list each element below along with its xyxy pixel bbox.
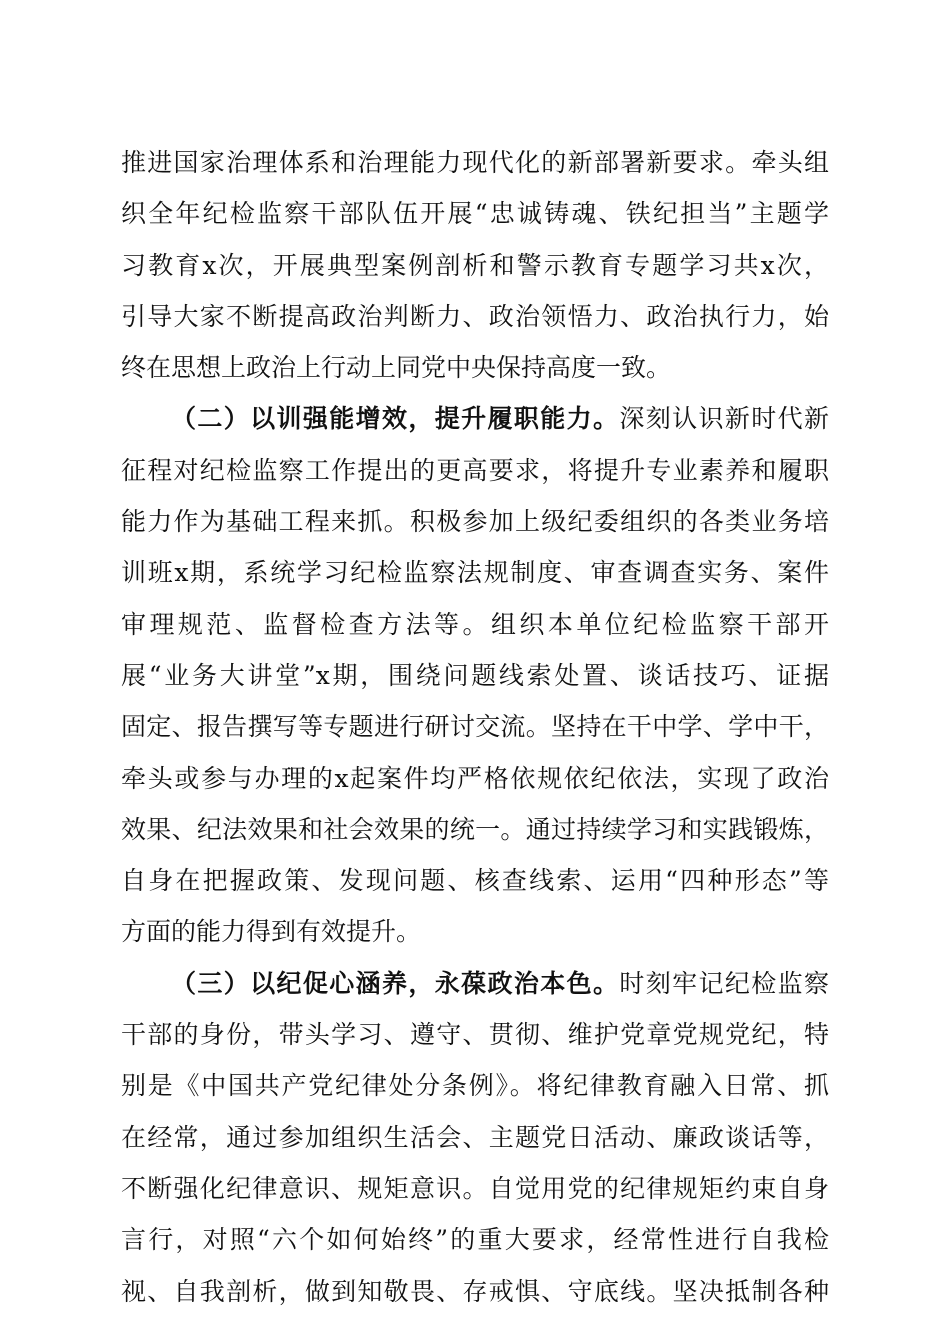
text-line: 织全年纪检监察干部队伍开展“忠诚铸魂、铁纪担当”主题学	[121, 199, 829, 229]
text-line: 言行，对照“六个如何始终”的重大要求，经常性进行自我检	[121, 1225, 829, 1255]
text-line: 能力作为基础工程来抓。积极参加上级纪委组织的各类业务培	[121, 507, 829, 537]
text-line: 视、自我剖析，做到知敬畏、存戒惧、守底线。坚决抵制各种	[121, 1276, 829, 1306]
section-heading: （二）以训强能增效，提升履职能力。	[171, 404, 620, 434]
text-run: 时刻牢记纪检监察	[619, 968, 829, 998]
text-line: 终在思想上政治上行动上同党中央保持高度一致。	[121, 353, 672, 383]
text-line: 别是《中国共产党纪律处分条例》。将纪律教育融入日常、抓	[121, 1071, 829, 1101]
text-line: 审理规范、监督检查方法等。组织本单位纪检监察干部开	[121, 609, 829, 639]
text-line: 固定、报告撰写等专题进行研讨交流。坚持在干中学、学中干，	[121, 712, 829, 742]
section-two-first-line	[121, 397, 829, 441]
section-three-first-line	[121, 962, 829, 1006]
text-line: 干部的身份，带头学习、遵守、贯彻、维护党章党规党纪，特	[121, 1020, 829, 1050]
text-line: 牵头或参与办理的x起案件均严格依规依纪依法，实现了政治	[121, 763, 829, 793]
text-run: 深刻认识新时代新	[619, 404, 829, 434]
text-line: 训班x期，系统学习纪检监察法规制度、审查调查实务、案件	[121, 558, 829, 588]
text-line: 展“业务大讲堂”x期，围绕问题线索处置、谈话技巧、证据	[121, 660, 829, 690]
text-line: 自身在把握政策、发现问题、核查线索、运用“四种形态”等	[121, 866, 829, 896]
text-line: 不断强化纪律意识、规矩意识。自觉用党的纪律规矩约束自身	[121, 1173, 829, 1203]
section-heading: （三）以纪促心涵养，永葆政治本色。	[171, 968, 620, 998]
text-line: 推进国家治理体系和治理能力现代化的新部署新要求。牵头组	[121, 148, 829, 177]
document-body	[121, 141, 829, 1321]
text-line: 方面的能力得到有效提升。	[121, 917, 422, 947]
text-line: 征程对纪检监察工作提出的更高要求，将提升专业素养和履职	[121, 455, 829, 485]
text-line: 在经常，通过参加组织生活会、主题党日活动、廉政谈话等，	[121, 1122, 829, 1152]
text-line: 效果、纪法效果和社会效果的统一。通过持续学习和实践锻炼，	[121, 814, 829, 844]
text-line: 习教育x次，开展典型案例剖析和警示教育专题学习共x次，	[121, 250, 829, 280]
text-line: 引导大家不断提高政治判断力、政治领悟力、政治执行力，始	[121, 301, 829, 331]
